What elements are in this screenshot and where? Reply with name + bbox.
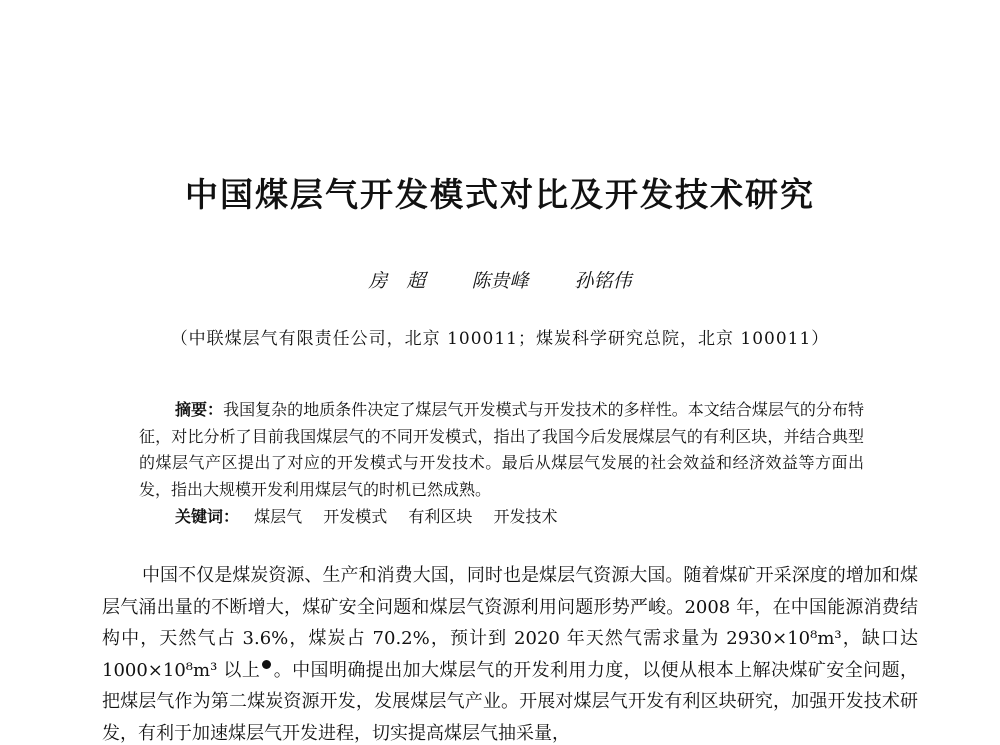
author-list [0,266,1000,296]
keywords-label: 关键词： [175,507,240,526]
abstract-text: 我国复杂的地质条件决定了煤层气开发模式与开发技术的多样性。本文结合煤层气的分布特征，对比分析了目前我国煤层气的不同开发模式，指出了我国今后发展煤层气的有利区块，并结合典型的煤层气产区提出了对应的开发模式与开发技术。最后从煤层气发展的社会效益和经济效益等方面出发，指出大规模开发利用煤层气的时机已然成熟。 [139,400,864,499]
footnote-marker-icon[interactable] [262,660,271,669]
author-name: 孙铭伟 [574,270,632,292]
abstract [139,397,864,503]
author-name: 房 超 [368,270,426,292]
keyword-item: 开发技术 [493,507,558,526]
body-paragraph [102,560,918,745]
keyword-item: 煤层气 [254,507,303,526]
affiliation: （中联煤层气有限责任公司，北京 100011；煤炭科学研究总院，北京 100011） [170,329,830,349]
keywords [175,504,875,530]
keyword-item: 有利区块 [408,507,473,526]
author-name: 陈贵峰 [471,270,529,292]
body-text-part: 中国不仅是煤炭资源、生产和消费大国，同时也是煤层气资源大国。随着煤矿开采深度的增加和煤层气涌出量的不断增大，煤矿安全问题和煤层气资源利用问题形势严峻。2008 年，在中国能源消费结构中，天然气占 3.6%，煤炭占 70.2%，预计到 2020 年天然气需求量为 2930×10⁸m³，缺口达 1000×10⁸m³ 以上 [102,565,918,681]
keyword-item: 开发模式 [323,507,388,526]
body-text-part: 。中国明确提出加大煤层气的开发利用力度，以便从根本上解决煤矿安全问题，把煤层气作为第二煤炭资源开发，发展煤层气产业。开展对煤层气开发有利区块研究，加强开发技术研发，有利于加速煤层气开发进程，切实提高煤层气抽采量， [102,659,918,744]
abstract-label: 摘要： [175,400,224,419]
paper-title: 中国煤层气开发模式对比及开发技术研究 [185,175,815,214]
